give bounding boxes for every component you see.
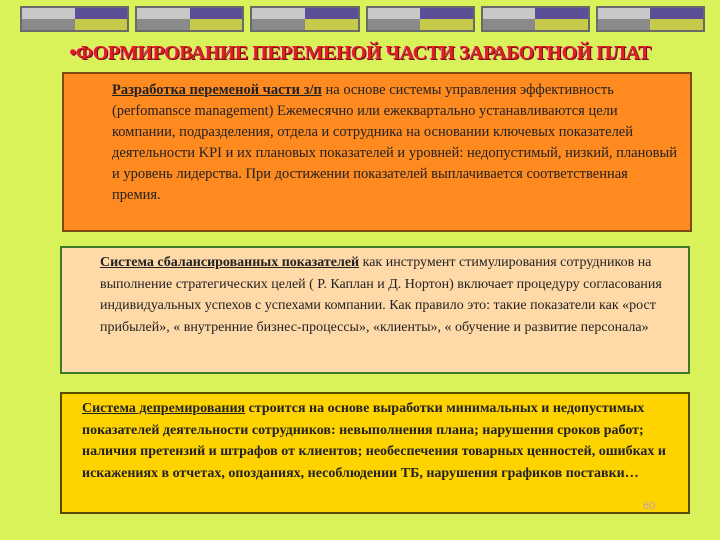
header-bar-segment	[596, 6, 705, 32]
header-bar-segment	[20, 6, 129, 32]
header-bar-segment	[135, 6, 244, 32]
page-number: 60	[643, 500, 656, 512]
variable-pay-block	[62, 72, 692, 232]
slide-title: •ФОРМИРОВАНИЕ ПЕРЕМЕНОЙ ЧАСТИ ЗАРАБОТНОЙ ПЛАТ	[69, 42, 651, 64]
variable-pay-lead: Разработка переменой части з/п	[112, 82, 322, 98]
balanced-scorecard-block	[60, 246, 690, 374]
balanced-scorecard-lead: Система сбалансированных показателей	[100, 255, 360, 270]
balanced-scorecard-text: как инструмент стимулирования сотрудников на выполнение стратегических целей ( Р. Каплан и Д. Нортон) включает процедуру согласования индивидуальных успехов с успехами компании. Как правило это: такие показатели как «рост прибылей», « внутренние бизнес-процессы», «клиенты», « обучение и развитие персонала»	[100, 255, 662, 335]
depremium-lead: Система депремирования	[82, 401, 246, 416]
header-bar-segment	[481, 6, 590, 32]
depremium-block	[60, 392, 690, 514]
depremium-text: строится на основе выработки минимальных и недопустимых показателей деятельности сотрудников: невыполнения плана; нарушения сроков работ; наличия претензий и штрафов от клиентов; необеспечения товарных ценностей, ошибках и искажениях в отчетах, опозданиях, несоблюдении ТБ, нарушения графиков поставки…	[82, 401, 666, 481]
header-bar-segment	[366, 6, 475, 32]
variable-pay-text: на основе системы управления эффективность (perfomansce management) Ежемесячно или ежеквартально устанавливаются цели компании, подразделения, отдела и сотрудника на основании ключевых показателей деятельности KPI и их плановых показателей и уровней: недопустимый, низкий, плановый и уровень лидерства. При достижении показателей выплачивается соответственная премия.	[112, 82, 677, 203]
header-bar-segment	[250, 6, 359, 32]
decorative-header-bar	[20, 6, 705, 32]
